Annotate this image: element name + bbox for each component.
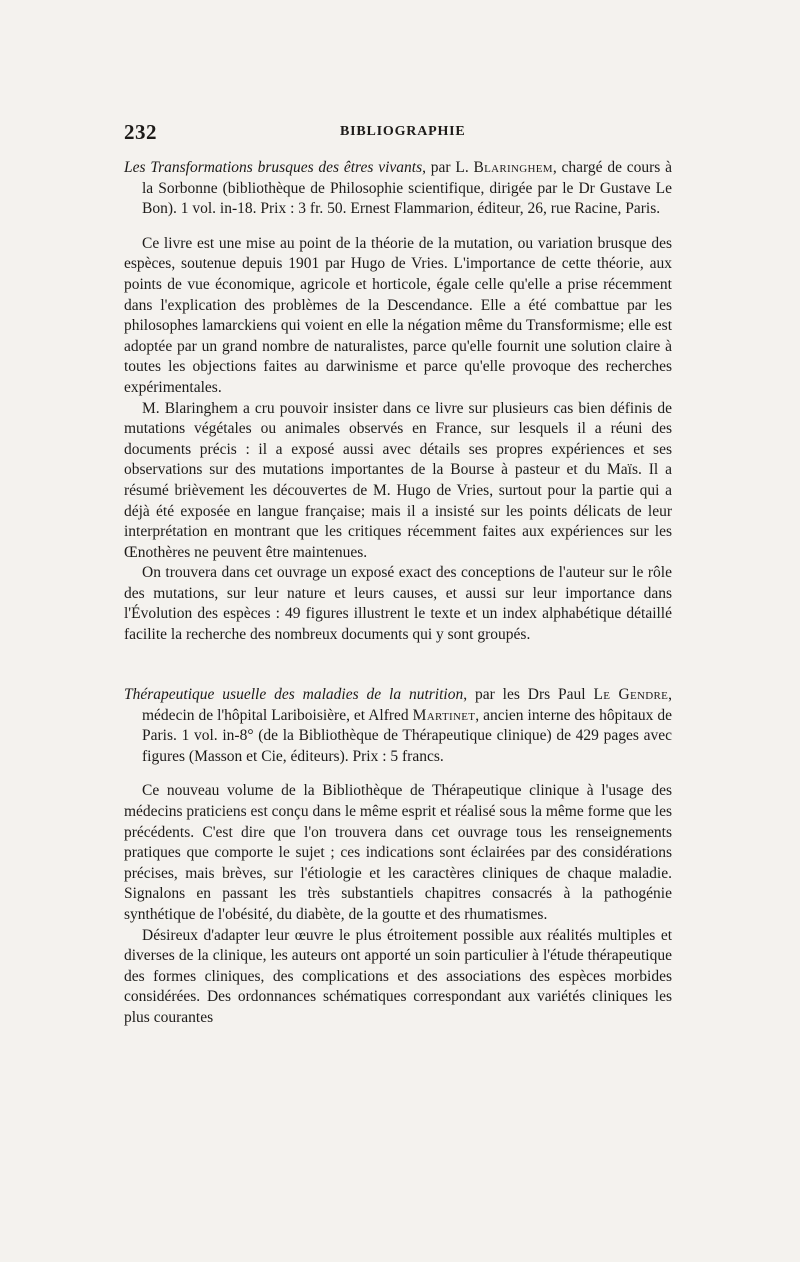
page-number: 232 bbox=[124, 120, 157, 144]
citation bbox=[124, 685, 672, 767]
review-paragraph: M. Blaringhem a cru pouvoir insister dans ce livre sur plusieurs cas bien définis de mutations végétales ou animales observés en France, sur lesquels il a réuni des documents précis : il a exposé aussi avec détails ses propres expériences et ses observations sur des mutations importantes de la Bourse à pasteur et du Maïs. Il a résumé brièvement les découvertes de M. Hugo de Vries, surtout pour la partie qui a déjà été exposée en langue française; mais il a insisté sur les points délicats de leur interprétation en montrant que les critiques récemment faites aux expériences sur les Œnothères ne peuvent être maintenues. bbox=[124, 399, 672, 561]
review-paragraph: Désireux d'adapter leur œuvre le plus étroitement possible aux réalités multiples et diverses de la clinique, les auteurs ont apporté un soin particulier à l'étude thérapeutique des formes cliniques, des complications et des associations des espèces morbides considérées. Des ordonnances schématiques correspondant aux variétés cliniques les plus courantes bbox=[124, 926, 672, 1026]
citation-details: , chargé de cours à la Sorbonne (bibliothèque de Philosophie scientifique, dirigée par le Dr Gustave Le Bon). 1 vol. in-18. Prix : 3 fr. 50. Ernest Flammarion, éditeur, 26, rue Racine, Paris. bbox=[142, 159, 672, 218]
bibliography-entry bbox=[124, 158, 672, 646]
author-name: Martinet bbox=[412, 706, 476, 724]
running-title: BIBLIOGRAPHIE bbox=[340, 124, 466, 139]
book-title: Thérapeutique usuelle des maladies de la nutrition bbox=[124, 686, 464, 703]
citation-by: , par les Drs Paul bbox=[463, 686, 594, 703]
bibliography-entry bbox=[124, 685, 672, 1029]
citation-by: , par L. bbox=[422, 159, 474, 176]
author-name: Blaringhem bbox=[473, 159, 553, 176]
citation bbox=[124, 158, 672, 220]
review-paragraph: Ce nouveau volume de la Bibliothèque de Thérapeutique clinique à l'usage des médecins praticiens est conçu dans le même esprit et réalisé sous la même forme que les précédents. C'est dire que l'on trouvera dans cet ouvrage tous les renseignements pratiques que comporte le sujet ; ces indications sont éclairées par des considérations précises, mais brèves, sur l'étiologie et les caractères cliniques de chaque maladie. Signalons en passant les très substantiels chapitres consacrés à la pathogénie synthétique de l'obésité, du diabète, de la goutte et des rhumatismes. bbox=[124, 782, 672, 923]
review-paragraph: Ce livre est une mise au point de la théorie de la mutation, ou variation brusque des espèces, soutenue depuis 1901 par Hugo de Vries. L'importance de cette théorie, aux points de vue économique, agricole et horticole, égale celle qu'elle a prise récemment dans l'explication des problèmes de la Descendance. Elle a été combattue par les philosophes lamarckiens qui voient en elle la négation même du Transformisme; elle est adoptée par un grand nombre de naturalistes, parce qu'elle fournit une solution claire à toutes les objections faites au darwinisme et parce qu'elle provoque des recherches expérimentales. bbox=[124, 234, 672, 396]
citation-mid: , médecin de l'hôpital Lariboisière, et Alfred bbox=[142, 686, 673, 724]
review-paragraph: On trouvera dans cet ouvrage un exposé exact des conceptions de l'auteur sur le rôle des mutations, sur leur nature et leurs causes, et aussi sur leur importance dans l'Évolution des espèces : 49 figures illustrent le texte et un index alphabétique détaillé facilite la recherche des nombreux documents qui y sont groupés. bbox=[124, 564, 672, 644]
book-title: Les Transformations brusques des êtres vivants bbox=[124, 159, 423, 176]
author-name: Le Gendre bbox=[593, 686, 669, 703]
citation-details: , ancien interne des hôpitaux de Paris. 1 vol. in-8° (de la Bibliothèque de Thérapeutique clinique) de 429 pages avec figures (Masson et Cie, éditeurs). Prix : 5 francs. bbox=[142, 706, 673, 765]
page-header bbox=[124, 120, 672, 146]
